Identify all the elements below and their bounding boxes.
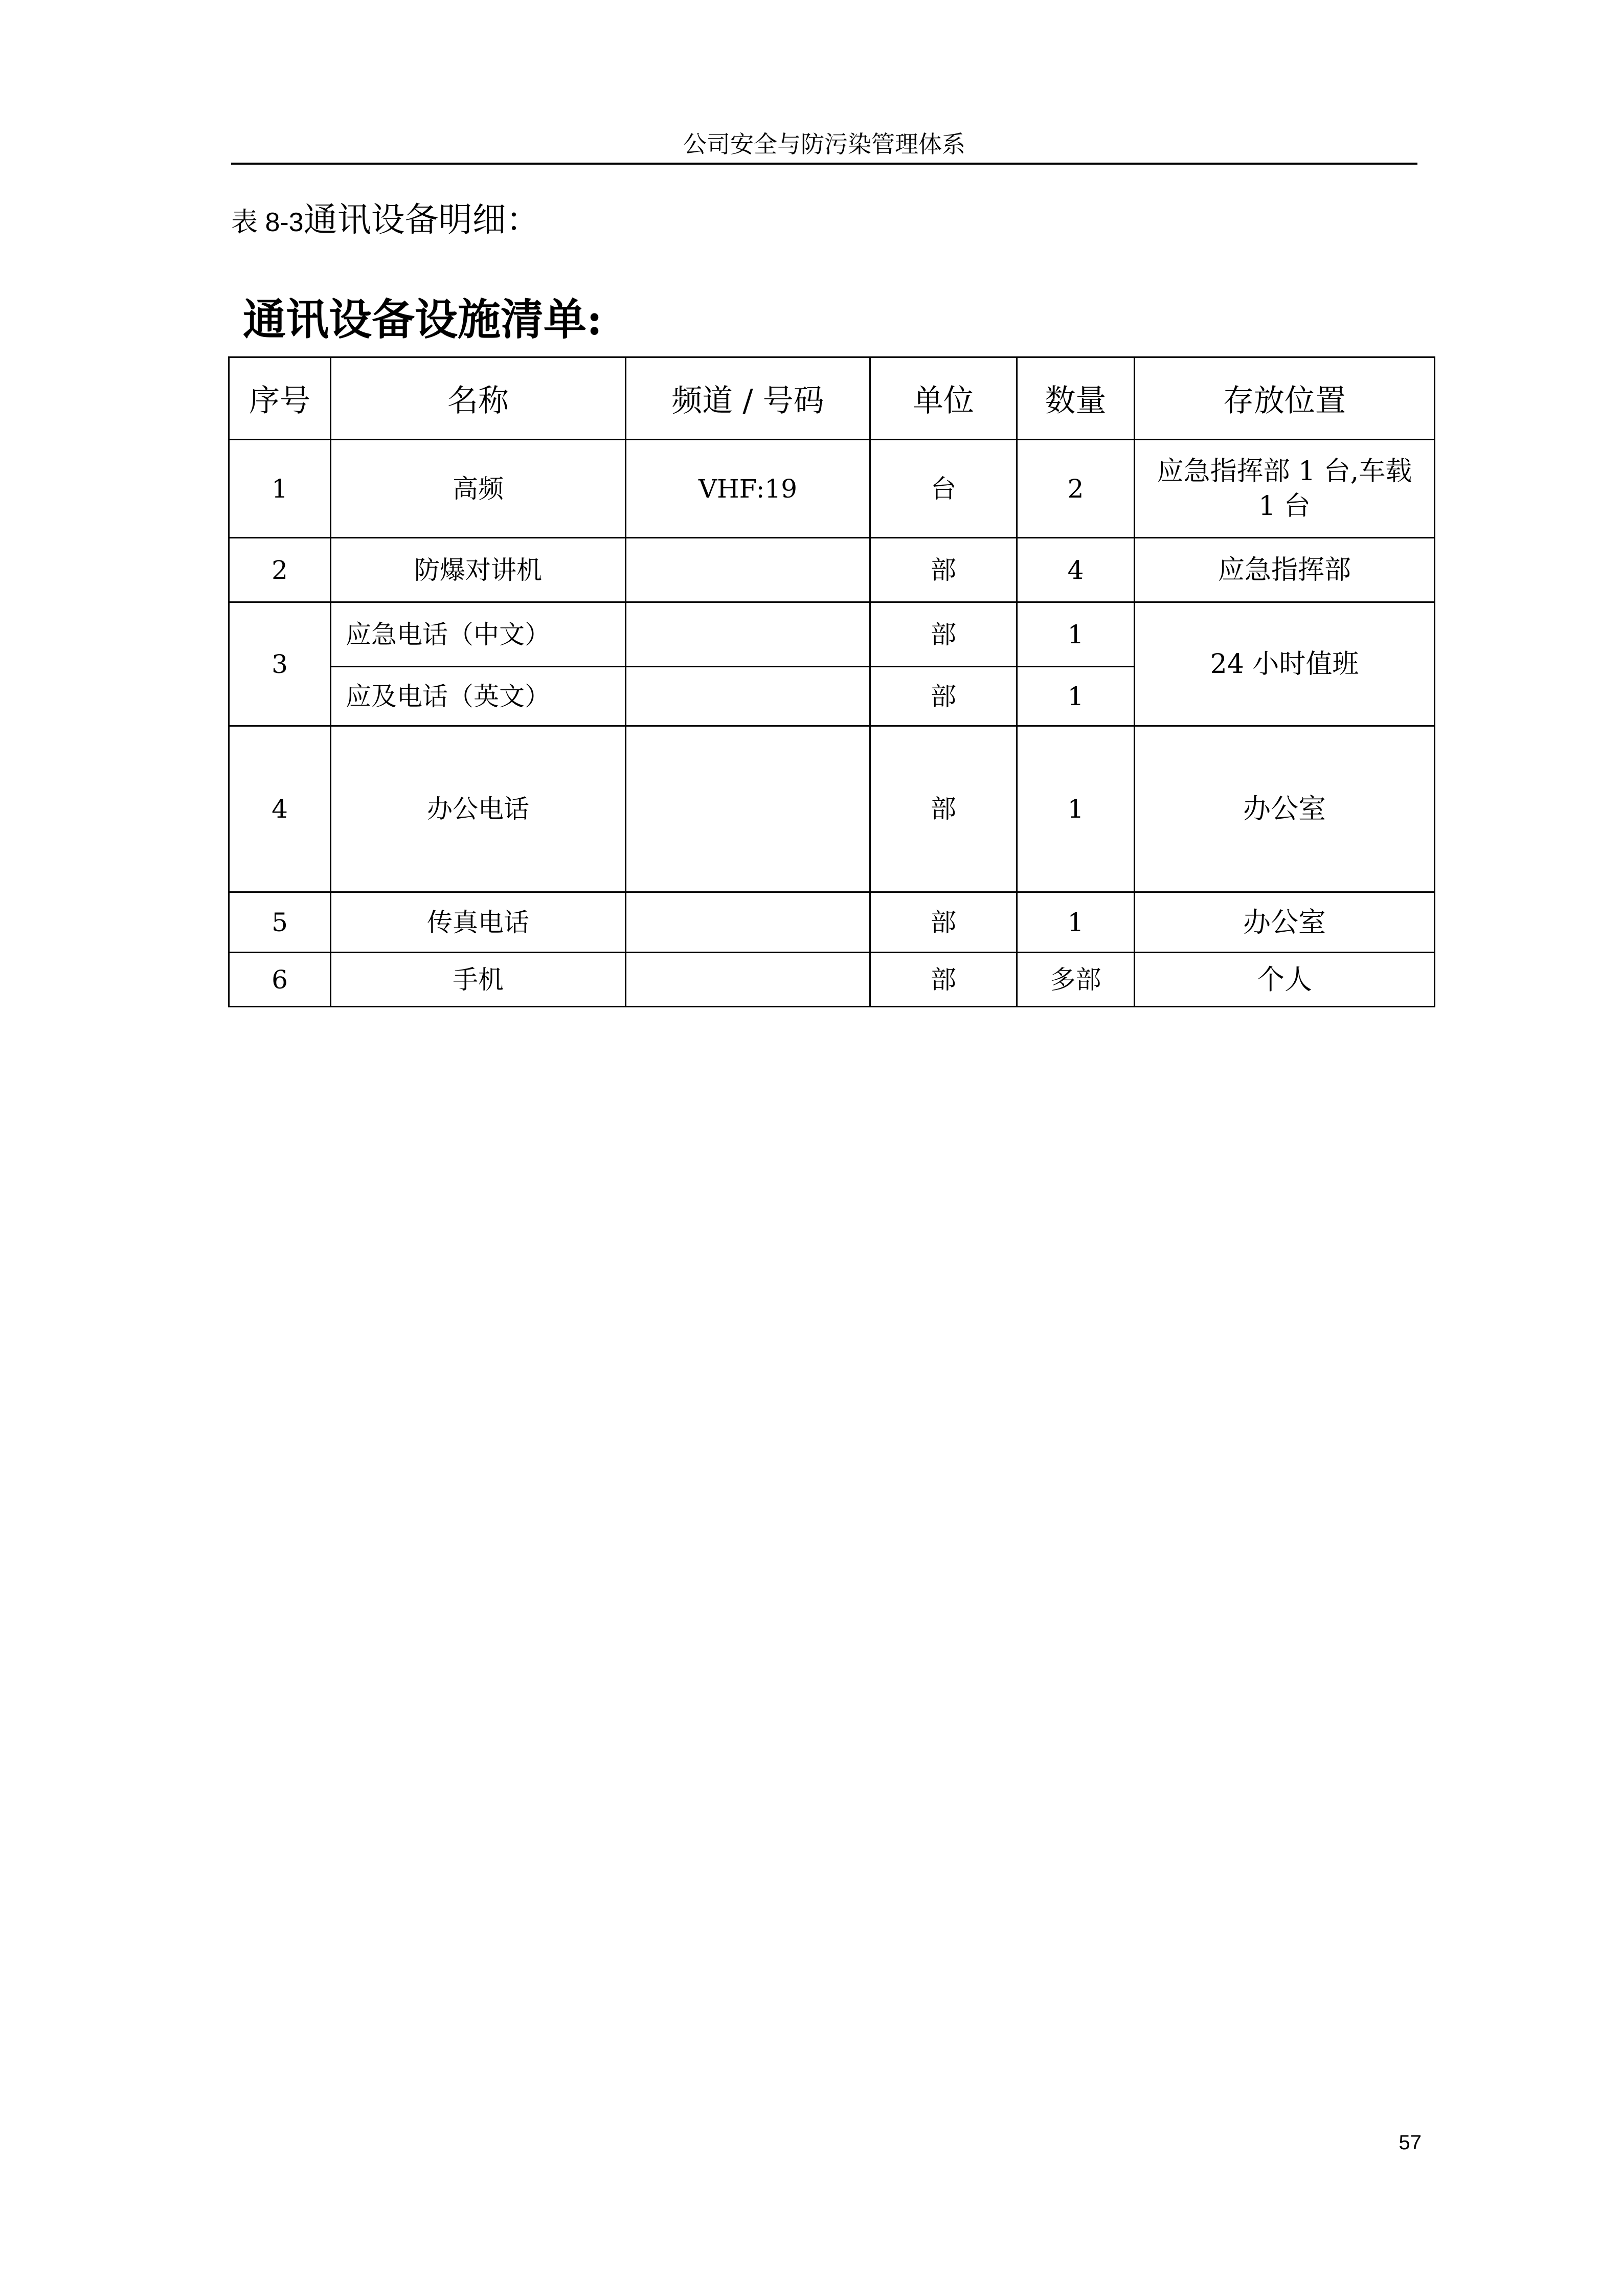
header-unit: 单位	[870, 357, 1017, 440]
cell-location: 应急指挥部 1 台,车载 1 台	[1135, 440, 1435, 538]
header-location: 存放位置	[1135, 357, 1435, 440]
cell-name: 应急电话（中文）	[331, 602, 626, 667]
cell-unit: 部	[870, 892, 1017, 953]
table-row	[229, 953, 1435, 1007]
cell-channel: VHF:19	[626, 440, 870, 538]
table-row	[229, 892, 1435, 953]
cell-qty: 1	[1017, 726, 1135, 892]
cell-no: 2	[229, 538, 331, 602]
cell-name: 手机	[331, 953, 626, 1007]
cell-location: 应急指挥部	[1135, 538, 1435, 602]
table-row	[229, 538, 1435, 602]
list-title: 通讯设备设施清单:	[243, 294, 603, 345]
cell-no: 1	[229, 440, 331, 538]
header-no: 序号	[229, 357, 331, 440]
cell-qty: 4	[1017, 538, 1135, 602]
table-row	[229, 440, 1435, 538]
cell-channel	[626, 602, 870, 667]
cell-no: 4	[229, 726, 331, 892]
cell-channel	[626, 892, 870, 953]
cell-channel	[626, 667, 870, 726]
caption-title: 通讯设备明细：	[303, 200, 540, 239]
page-number: 57	[1399, 2131, 1422, 2154]
cell-no: 6	[229, 953, 331, 1007]
running-header: 公司安全与防污染管理体系	[683, 130, 965, 158]
cell-channel	[626, 953, 870, 1007]
cell-qty: 多部	[1017, 953, 1135, 1007]
cell-unit: 部	[870, 726, 1017, 892]
cell-no: 3	[229, 602, 331, 726]
header-divider	[231, 163, 1417, 165]
cell-unit: 台	[870, 440, 1017, 538]
cell-name: 高频	[331, 440, 626, 538]
cell-name: 办公电话	[331, 726, 626, 892]
equipment-table	[228, 356, 1435, 1007]
cell-qty: 1	[1017, 602, 1135, 667]
table-row	[229, 726, 1435, 892]
header-qty: 数量	[1017, 357, 1135, 440]
caption-prefix: 表 8-3	[231, 208, 304, 237]
header-name: 名称	[331, 357, 626, 440]
cell-unit: 部	[870, 953, 1017, 1007]
cell-unit: 部	[870, 538, 1017, 602]
cell-location: 办公室	[1135, 892, 1435, 953]
cell-channel	[626, 726, 870, 892]
cell-location: 个人	[1135, 953, 1435, 1007]
cell-name: 传真电话	[331, 892, 626, 953]
cell-name: 防爆对讲机	[331, 538, 626, 602]
cell-location: 24 小时值班	[1135, 602, 1435, 726]
cell-name: 应及电话（英文）	[331, 667, 626, 726]
cell-qty: 2	[1017, 440, 1135, 538]
cell-unit: 部	[870, 667, 1017, 726]
header-channel: 频道 / 号码	[626, 357, 870, 440]
cell-no: 5	[229, 892, 331, 953]
cell-qty: 1	[1017, 667, 1135, 726]
table-row	[229, 602, 1435, 667]
table-caption	[231, 195, 540, 247]
cell-channel	[626, 538, 870, 602]
cell-qty: 1	[1017, 892, 1135, 953]
table-header-row	[229, 357, 1435, 440]
cell-unit: 部	[870, 602, 1017, 667]
cell-location: 办公室	[1135, 726, 1435, 892]
